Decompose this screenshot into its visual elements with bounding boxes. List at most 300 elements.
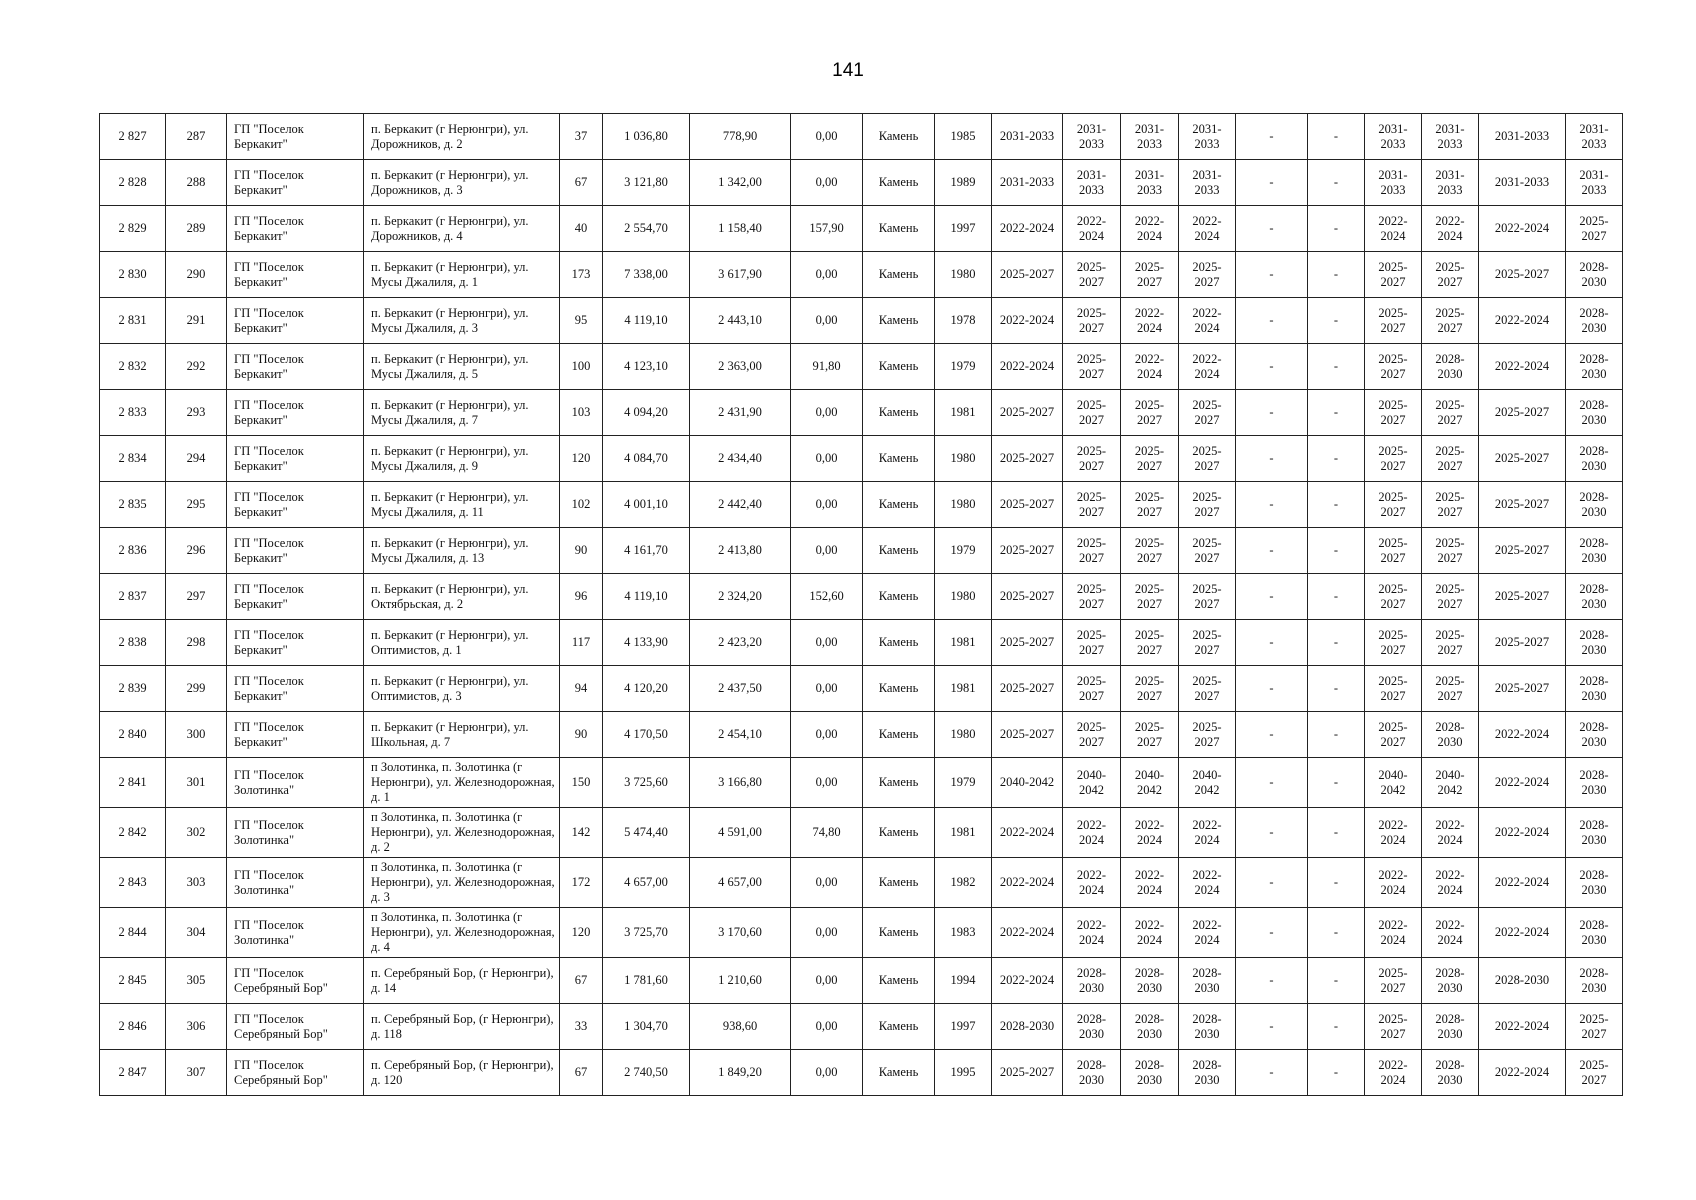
cell-period-8: 2028-2030 <box>1422 958 1479 1004</box>
cell-living-area: 1 210,60 <box>690 958 791 1004</box>
cell-period-6: - <box>1308 528 1365 574</box>
cell-period-4: 2028-2030 <box>1179 958 1236 1004</box>
cell-period-4: 2031-2033 <box>1179 160 1236 206</box>
cell-address: п. Серебряный Бор, (г Нерюнгри), д. 120 <box>364 1050 560 1096</box>
cell-period-3: 2022-2024 <box>1121 808 1179 858</box>
cell-period-10: 2028-2030 <box>1566 958 1623 1004</box>
cell-period-4: 2025-2027 <box>1179 666 1236 712</box>
cell-period-5: - <box>1236 252 1308 298</box>
cell-period-1: 2025-2027 <box>992 574 1063 620</box>
cell-wall-material: Камень <box>863 666 935 712</box>
cell-period-3: 2028-2030 <box>1121 1050 1179 1096</box>
cell-row-number: 2 829 <box>100 206 166 252</box>
cell-wall-material: Камень <box>863 528 935 574</box>
cell-period-3: 2025-2027 <box>1121 436 1179 482</box>
cell-period-3: 2031-2033 <box>1121 160 1179 206</box>
cell-period-2: 2025-2027 <box>1063 574 1121 620</box>
cell-period-3: 2022-2024 <box>1121 344 1179 390</box>
cell-build-year: 1982 <box>935 858 992 908</box>
cell-period-5: - <box>1236 114 1308 160</box>
cell-row-number: 2 845 <box>100 958 166 1004</box>
cell-wall-material: Камень <box>863 758 935 808</box>
cell-living-area: 1 158,40 <box>690 206 791 252</box>
cell-period-6: - <box>1308 908 1365 958</box>
cell-period-5: - <box>1236 808 1308 858</box>
cell-period-1: 2022-2024 <box>992 908 1063 958</box>
cell-period-6: - <box>1308 482 1365 528</box>
cell-row-number: 2 839 <box>100 666 166 712</box>
cell-settlement: ГП "Поселок Серебряный Бор" <box>227 1050 364 1096</box>
cell-period-5: - <box>1236 858 1308 908</box>
cell-residents: 173 <box>560 252 603 298</box>
cell-row-number: 2 835 <box>100 482 166 528</box>
cell-address: п. Беркакит (г Нерюнгри), ул. Дорожников, д. 4 <box>364 206 560 252</box>
cell-period-2: 2025-2027 <box>1063 482 1121 528</box>
cell-period-4: 2025-2027 <box>1179 436 1236 482</box>
cell-period-8: 2025-2027 <box>1422 436 1479 482</box>
cell-settlement: ГП "Поселок Золотинка" <box>227 808 364 858</box>
cell-settlement: ГП "Поселок Золотинка" <box>227 758 364 808</box>
cell-living-area: 2 434,40 <box>690 436 791 482</box>
cell-period-7: 2022-2024 <box>1365 908 1422 958</box>
cell-period-9: 2025-2027 <box>1479 528 1566 574</box>
cell-nonresidential-area: 0,00 <box>791 298 863 344</box>
table-row <box>100 620 1623 666</box>
cell-total-area: 4 001,10 <box>603 482 690 528</box>
cell-nonresidential-area: 0,00 <box>791 1004 863 1050</box>
cell-total-area: 4 133,90 <box>603 620 690 666</box>
cell-period-3: 2025-2027 <box>1121 620 1179 666</box>
cell-period-7: 2022-2024 <box>1365 808 1422 858</box>
cell-address: п Золотинка, п. Золотинка (г Нерюнгри), ул. Железнодорожная, д. 4 <box>364 908 560 958</box>
cell-residents: 90 <box>560 528 603 574</box>
cell-period-8: 2028-2030 <box>1422 1004 1479 1050</box>
cell-wall-material: Камень <box>863 344 935 390</box>
cell-wall-material: Камень <box>863 436 935 482</box>
cell-period-9: 2022-2024 <box>1479 344 1566 390</box>
cell-living-area: 2 363,00 <box>690 344 791 390</box>
table-row <box>100 482 1623 528</box>
cell-period-7: 2031-2033 <box>1365 114 1422 160</box>
cell-period-2: 2025-2027 <box>1063 252 1121 298</box>
table-row <box>100 808 1623 858</box>
cell-build-year: 1983 <box>935 908 992 958</box>
cell-period-5: - <box>1236 344 1308 390</box>
cell-address: п. Беркакит (г Нерюнгри), ул. Дорожников, д. 2 <box>364 114 560 160</box>
cell-period-2: 2028-2030 <box>1063 1050 1121 1096</box>
cell-object-number: 287 <box>166 114 227 160</box>
cell-total-area: 3 725,60 <box>603 758 690 808</box>
cell-period-1: 2025-2027 <box>992 482 1063 528</box>
cell-period-3: 2040-2042 <box>1121 758 1179 808</box>
cell-address: п Золотинка, п. Золотинка (г Нерюнгри), ул. Железнодорожная, д. 3 <box>364 858 560 908</box>
cell-living-area: 2 454,10 <box>690 712 791 758</box>
cell-period-5: - <box>1236 958 1308 1004</box>
cell-period-1: 2025-2027 <box>992 1050 1063 1096</box>
cell-period-6: - <box>1308 858 1365 908</box>
cell-build-year: 1980 <box>935 252 992 298</box>
cell-wall-material: Камень <box>863 858 935 908</box>
cell-period-4: 2028-2030 <box>1179 1004 1236 1050</box>
cell-total-area: 4 657,00 <box>603 858 690 908</box>
cell-period-8: 2031-2033 <box>1422 160 1479 206</box>
cell-period-5: - <box>1236 620 1308 666</box>
cell-total-area: 4 119,10 <box>603 298 690 344</box>
cell-period-5: - <box>1236 712 1308 758</box>
cell-total-area: 3 121,80 <box>603 160 690 206</box>
cell-period-2: 2025-2027 <box>1063 344 1121 390</box>
cell-total-area: 1 304,70 <box>603 1004 690 1050</box>
cell-wall-material: Камень <box>863 1050 935 1096</box>
cell-residents: 100 <box>560 344 603 390</box>
cell-period-7: 2025-2027 <box>1365 712 1422 758</box>
cell-row-number: 2 827 <box>100 114 166 160</box>
cell-address: п. Беркакит (г Нерюнгри), ул. Оптимистов, д. 1 <box>364 620 560 666</box>
cell-period-3: 2028-2030 <box>1121 1004 1179 1050</box>
cell-period-10: 2028-2030 <box>1566 908 1623 958</box>
cell-residents: 40 <box>560 206 603 252</box>
cell-nonresidential-area: 152,60 <box>791 574 863 620</box>
cell-period-10: 2028-2030 <box>1566 858 1623 908</box>
cell-period-2: 2025-2027 <box>1063 436 1121 482</box>
cell-residents: 37 <box>560 114 603 160</box>
cell-period-6: - <box>1308 298 1365 344</box>
cell-build-year: 1980 <box>935 574 992 620</box>
cell-period-6: - <box>1308 160 1365 206</box>
cell-nonresidential-area: 0,00 <box>791 160 863 206</box>
cell-address: п. Серебряный Бор, (г Нерюнгри), д. 14 <box>364 958 560 1004</box>
cell-period-5: - <box>1236 908 1308 958</box>
cell-period-9: 2022-2024 <box>1479 858 1566 908</box>
cell-residents: 120 <box>560 908 603 958</box>
cell-period-6: - <box>1308 252 1365 298</box>
cell-period-7: 2025-2027 <box>1365 1004 1422 1050</box>
cell-period-6: - <box>1308 666 1365 712</box>
cell-address: п. Беркакит (г Нерюнгри), ул. Мусы Джалиля, д. 13 <box>364 528 560 574</box>
cell-nonresidential-area: 0,00 <box>791 436 863 482</box>
cell-row-number: 2 842 <box>100 808 166 858</box>
cell-period-6: - <box>1308 574 1365 620</box>
cell-nonresidential-area: 74,80 <box>791 808 863 858</box>
cell-period-3: 2022-2024 <box>1121 298 1179 344</box>
cell-settlement: ГП "Поселок Беркакит" <box>227 666 364 712</box>
cell-period-6: - <box>1308 808 1365 858</box>
cell-period-9: 2025-2027 <box>1479 482 1566 528</box>
cell-period-6: - <box>1308 436 1365 482</box>
cell-living-area: 2 324,20 <box>690 574 791 620</box>
cell-living-area: 2 423,20 <box>690 620 791 666</box>
cell-nonresidential-area: 0,00 <box>791 528 863 574</box>
cell-row-number: 2 844 <box>100 908 166 958</box>
cell-build-year: 1997 <box>935 1004 992 1050</box>
cell-period-7: 2022-2024 <box>1365 1050 1422 1096</box>
cell-period-6: - <box>1308 206 1365 252</box>
cell-period-10: 2025-2027 <box>1566 206 1623 252</box>
cell-object-number: 293 <box>166 390 227 436</box>
cell-nonresidential-area: 0,00 <box>791 1050 863 1096</box>
cell-object-number: 307 <box>166 1050 227 1096</box>
cell-address: п Золотинка, п. Золотинка (г Нерюнгри), ул. Железнодорожная, д. 2 <box>364 808 560 858</box>
cell-period-7: 2025-2027 <box>1365 528 1422 574</box>
cell-total-area: 1 781,60 <box>603 958 690 1004</box>
cell-residents: 67 <box>560 1050 603 1096</box>
cell-period-9: 2028-2030 <box>1479 958 1566 1004</box>
cell-build-year: 1994 <box>935 958 992 1004</box>
cell-period-7: 2040-2042 <box>1365 758 1422 808</box>
cell-period-10: 2028-2030 <box>1566 528 1623 574</box>
cell-period-3: 2025-2027 <box>1121 712 1179 758</box>
cell-nonresidential-area: 0,00 <box>791 666 863 712</box>
cell-row-number: 2 828 <box>100 160 166 206</box>
cell-period-1: 2025-2027 <box>992 528 1063 574</box>
cell-object-number: 301 <box>166 758 227 808</box>
cell-period-3: 2022-2024 <box>1121 908 1179 958</box>
cell-period-8: 2025-2027 <box>1422 574 1479 620</box>
cell-period-2: 2022-2024 <box>1063 908 1121 958</box>
cell-living-area: 2 431,90 <box>690 390 791 436</box>
table-row <box>100 758 1623 808</box>
cell-period-6: - <box>1308 758 1365 808</box>
cell-period-6: - <box>1308 620 1365 666</box>
cell-build-year: 1985 <box>935 114 992 160</box>
cell-living-area: 2 413,80 <box>690 528 791 574</box>
cell-period-9: 2022-2024 <box>1479 206 1566 252</box>
cell-period-10: 2028-2030 <box>1566 436 1623 482</box>
cell-object-number: 299 <box>166 666 227 712</box>
cell-period-1: 2040-2042 <box>992 758 1063 808</box>
cell-nonresidential-area: 0,00 <box>791 482 863 528</box>
housing-registry-table <box>99 113 1623 1096</box>
cell-period-2: 2040-2042 <box>1063 758 1121 808</box>
table-row <box>100 858 1623 908</box>
cell-build-year: 1981 <box>935 390 992 436</box>
table-row <box>100 390 1623 436</box>
cell-object-number: 304 <box>166 908 227 958</box>
cell-wall-material: Камень <box>863 958 935 1004</box>
cell-period-10: 2028-2030 <box>1566 252 1623 298</box>
cell-period-2: 2025-2027 <box>1063 298 1121 344</box>
cell-period-6: - <box>1308 1050 1365 1096</box>
cell-object-number: 297 <box>166 574 227 620</box>
cell-period-10: 2025-2027 <box>1566 1050 1623 1096</box>
cell-settlement: ГП "Поселок Беркакит" <box>227 160 364 206</box>
cell-settlement: ГП "Поселок Беркакит" <box>227 298 364 344</box>
cell-period-10: 2028-2030 <box>1566 482 1623 528</box>
cell-settlement: ГП "Поселок Серебряный Бор" <box>227 958 364 1004</box>
cell-period-4: 2025-2027 <box>1179 390 1236 436</box>
cell-period-5: - <box>1236 1050 1308 1096</box>
cell-period-1: 2022-2024 <box>992 958 1063 1004</box>
cell-living-area: 3 170,60 <box>690 908 791 958</box>
cell-address: п. Беркакит (г Нерюнгри), ул. Мусы Джалиля, д. 5 <box>364 344 560 390</box>
cell-period-7: 2025-2027 <box>1365 958 1422 1004</box>
cell-total-area: 4 084,70 <box>603 436 690 482</box>
cell-settlement: ГП "Поселок Беркакит" <box>227 344 364 390</box>
cell-period-3: 2025-2027 <box>1121 666 1179 712</box>
cell-period-5: - <box>1236 482 1308 528</box>
cell-object-number: 302 <box>166 808 227 858</box>
table-row <box>100 1050 1623 1096</box>
cell-period-5: - <box>1236 758 1308 808</box>
cell-period-7: 2025-2027 <box>1365 252 1422 298</box>
cell-total-area: 4 161,70 <box>603 528 690 574</box>
cell-address: п. Серебряный Бор, (г Нерюнгри), д. 118 <box>364 1004 560 1050</box>
cell-period-10: 2028-2030 <box>1566 808 1623 858</box>
table-row <box>100 344 1623 390</box>
table-row <box>100 1004 1623 1050</box>
cell-nonresidential-area: 0,00 <box>791 858 863 908</box>
cell-period-3: 2022-2024 <box>1121 206 1179 252</box>
cell-wall-material: Камень <box>863 252 935 298</box>
cell-object-number: 289 <box>166 206 227 252</box>
cell-period-4: 2025-2027 <box>1179 528 1236 574</box>
cell-object-number: 298 <box>166 620 227 666</box>
cell-period-2: 2022-2024 <box>1063 206 1121 252</box>
cell-period-10: 2028-2030 <box>1566 574 1623 620</box>
cell-period-2: 2025-2027 <box>1063 620 1121 666</box>
table-row <box>100 436 1623 482</box>
cell-address: п. Беркакит (г Нерюнгри), ул. Мусы Джалиля, д. 1 <box>364 252 560 298</box>
cell-object-number: 296 <box>166 528 227 574</box>
cell-nonresidential-area: 0,00 <box>791 620 863 666</box>
cell-period-2: 2031-2033 <box>1063 160 1121 206</box>
cell-build-year: 1979 <box>935 758 992 808</box>
cell-period-8: 2025-2027 <box>1422 390 1479 436</box>
cell-settlement: ГП "Поселок Золотинка" <box>227 908 364 958</box>
cell-wall-material: Камень <box>863 1004 935 1050</box>
table-row <box>100 958 1623 1004</box>
cell-period-1: 2022-2024 <box>992 206 1063 252</box>
table-body <box>100 114 1623 1096</box>
cell-period-2: 2031-2033 <box>1063 114 1121 160</box>
cell-period-6: - <box>1308 344 1365 390</box>
cell-period-1: 2022-2024 <box>992 298 1063 344</box>
cell-total-area: 5 474,40 <box>603 808 690 858</box>
table-row <box>100 528 1623 574</box>
cell-total-area: 4 120,20 <box>603 666 690 712</box>
cell-living-area: 2 443,10 <box>690 298 791 344</box>
cell-residents: 117 <box>560 620 603 666</box>
cell-object-number: 305 <box>166 958 227 1004</box>
cell-period-7: 2025-2027 <box>1365 344 1422 390</box>
cell-period-6: - <box>1308 390 1365 436</box>
cell-period-8: 2025-2027 <box>1422 482 1479 528</box>
cell-settlement: ГП "Поселок Беркакит" <box>227 390 364 436</box>
cell-period-8: 2031-2033 <box>1422 114 1479 160</box>
cell-build-year: 1981 <box>935 666 992 712</box>
cell-period-8: 2022-2024 <box>1422 908 1479 958</box>
cell-address: п. Беркакит (г Нерюнгри), ул. Мусы Джалиля, д. 3 <box>364 298 560 344</box>
cell-total-area: 4 119,10 <box>603 574 690 620</box>
cell-period-3: 2025-2027 <box>1121 528 1179 574</box>
cell-address: п. Беркакит (г Нерюнгри), ул. Мусы Джалиля, д. 11 <box>364 482 560 528</box>
cell-total-area: 2 554,70 <box>603 206 690 252</box>
cell-period-5: - <box>1236 390 1308 436</box>
cell-period-3: 2028-2030 <box>1121 958 1179 1004</box>
cell-nonresidential-area: 0,00 <box>791 758 863 808</box>
cell-settlement: ГП "Поселок Беркакит" <box>227 482 364 528</box>
cell-row-number: 2 843 <box>100 858 166 908</box>
cell-row-number: 2 841 <box>100 758 166 808</box>
cell-period-7: 2031-2033 <box>1365 160 1422 206</box>
cell-nonresidential-area: 0,00 <box>791 252 863 298</box>
cell-wall-material: Камень <box>863 808 935 858</box>
cell-period-1: 2025-2027 <box>992 620 1063 666</box>
cell-period-3: 2025-2027 <box>1121 482 1179 528</box>
cell-period-9: 2025-2027 <box>1479 436 1566 482</box>
table-row <box>100 908 1623 958</box>
table-row <box>100 666 1623 712</box>
cell-residents: 33 <box>560 1004 603 1050</box>
cell-period-1: 2025-2027 <box>992 712 1063 758</box>
cell-object-number: 300 <box>166 712 227 758</box>
cell-period-8: 2022-2024 <box>1422 206 1479 252</box>
cell-period-8: 2028-2030 <box>1422 1050 1479 1096</box>
cell-period-4: 2040-2042 <box>1179 758 1236 808</box>
cell-residents: 96 <box>560 574 603 620</box>
table-row <box>100 114 1623 160</box>
cell-address: п. Беркакит (г Нерюнгри), ул. Октябрьская, д. 2 <box>364 574 560 620</box>
cell-residents: 95 <box>560 298 603 344</box>
cell-period-1: 2022-2024 <box>992 858 1063 908</box>
cell-period-4: 2022-2024 <box>1179 298 1236 344</box>
cell-period-4: 2025-2027 <box>1179 574 1236 620</box>
cell-row-number: 2 838 <box>100 620 166 666</box>
cell-object-number: 306 <box>166 1004 227 1050</box>
cell-residents: 172 <box>560 858 603 908</box>
page-number: 141 <box>832 60 864 81</box>
cell-period-4: 2022-2024 <box>1179 206 1236 252</box>
cell-period-10: 2028-2030 <box>1566 666 1623 712</box>
cell-settlement: ГП "Поселок Беркакит" <box>227 620 364 666</box>
cell-period-10: 2028-2030 <box>1566 620 1623 666</box>
cell-row-number: 2 846 <box>100 1004 166 1050</box>
cell-period-8: 2022-2024 <box>1422 808 1479 858</box>
cell-nonresidential-area: 0,00 <box>791 390 863 436</box>
cell-period-3: 2025-2027 <box>1121 574 1179 620</box>
cell-period-2: 2028-2030 <box>1063 1004 1121 1050</box>
cell-row-number: 2 840 <box>100 712 166 758</box>
cell-residents: 67 <box>560 958 603 1004</box>
cell-period-4: 2025-2027 <box>1179 620 1236 666</box>
cell-period-8: 2022-2024 <box>1422 858 1479 908</box>
cell-wall-material: Камень <box>863 298 935 344</box>
cell-period-2: 2025-2027 <box>1063 528 1121 574</box>
cell-period-4: 2022-2024 <box>1179 858 1236 908</box>
cell-period-2: 2028-2030 <box>1063 958 1121 1004</box>
cell-total-area: 1 036,80 <box>603 114 690 160</box>
cell-period-3: 2022-2024 <box>1121 858 1179 908</box>
cell-total-area: 4 094,20 <box>603 390 690 436</box>
cell-living-area: 1 849,20 <box>690 1050 791 1096</box>
cell-period-1: 2022-2024 <box>992 808 1063 858</box>
cell-period-10: 2031-2033 <box>1566 114 1623 160</box>
cell-period-9: 2031-2033 <box>1479 114 1566 160</box>
cell-row-number: 2 832 <box>100 344 166 390</box>
cell-build-year: 1997 <box>935 206 992 252</box>
cell-total-area: 3 725,70 <box>603 908 690 958</box>
cell-object-number: 291 <box>166 298 227 344</box>
cell-period-4: 2022-2024 <box>1179 908 1236 958</box>
cell-total-area: 4 170,50 <box>603 712 690 758</box>
cell-wall-material: Камень <box>863 712 935 758</box>
cell-period-9: 2022-2024 <box>1479 712 1566 758</box>
cell-period-8: 2025-2027 <box>1422 666 1479 712</box>
cell-period-2: 2025-2027 <box>1063 666 1121 712</box>
cell-period-4: 2025-2027 <box>1179 252 1236 298</box>
cell-period-1: 2031-2033 <box>992 160 1063 206</box>
cell-period-7: 2025-2027 <box>1365 574 1422 620</box>
